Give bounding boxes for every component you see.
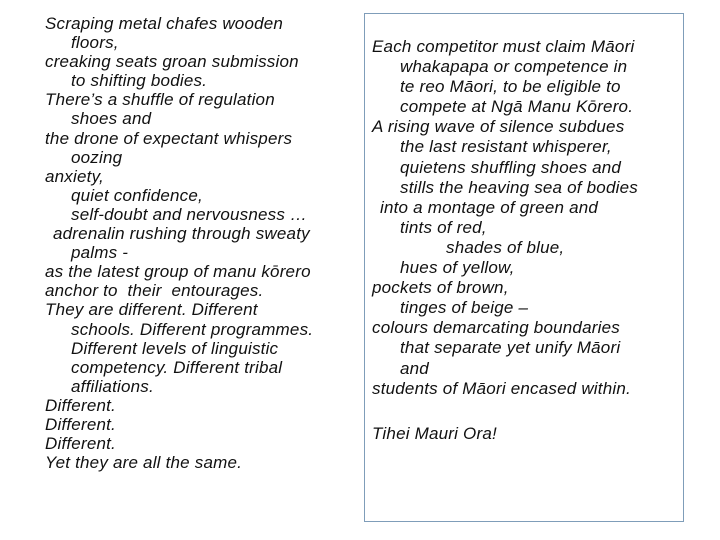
poem-line: students of Māori encased within. <box>372 378 631 398</box>
poem-line: Different levels of linguistic <box>71 338 279 358</box>
poem-line: floors, <box>71 33 119 53</box>
poem-line: te reo Māori, to be eligible to <box>400 77 621 97</box>
poem-line: Each competitor must claim Māori <box>372 37 635 56</box>
poem-line: hues of yellow, <box>400 258 515 278</box>
poem-line: that separate yet unify Māori <box>400 338 621 358</box>
poem-line: and <box>400 358 429 378</box>
poem-line: creaking seats groan submission <box>45 52 299 72</box>
poem-line: adrenalin rushing through sweaty <box>53 224 310 244</box>
poem-line: They are different. Different <box>45 300 258 320</box>
poem-line: quiet confidence, <box>71 185 203 205</box>
poem-line: competency. Different tribal <box>71 357 283 377</box>
poem-line: tints of red, <box>400 217 487 237</box>
poem-line: pockets of brown, <box>372 278 509 298</box>
poem-line: affiliations. <box>71 376 154 396</box>
poem-line: Scraping metal chafes wooden <box>45 14 284 33</box>
poem-line: the last resistant whisperer, <box>400 137 612 157</box>
poem-line: the drone of expectant whispers <box>45 128 293 148</box>
poem-line: There’s a shuffle of regulation <box>45 90 275 110</box>
poem-line: whakapapa or competence in <box>400 57 628 77</box>
poem-line: schools. Different programmes. <box>71 319 314 339</box>
poem-line: palms - <box>71 243 129 263</box>
poem-line: Yet they are all the same. <box>45 453 243 473</box>
poem-line: A rising wave of silence subdues <box>372 117 625 137</box>
left-poem-column <box>45 14 365 472</box>
poem-line: Different. <box>45 434 116 454</box>
poem-line: tinges of beige – <box>400 298 529 318</box>
poem-line: self-doubt and nervousness … <box>71 204 308 224</box>
poem-line: shades of blue, <box>446 237 565 257</box>
poem-line: Different. <box>45 414 116 434</box>
poem-line: anchor to their entourages. <box>45 281 264 301</box>
poem-line: into a montage of green and <box>380 197 599 217</box>
poem-closing-line: Tihei Mauri Ora! <box>372 423 497 443</box>
poem-line: to shifting bodies. <box>71 71 208 91</box>
right-poem-column <box>372 37 682 444</box>
poem-line: Different. <box>45 395 116 415</box>
poem-line: compete at Ngā Manu Kōrero. <box>400 97 634 117</box>
stanza-gap <box>372 399 682 424</box>
poem-line: anxiety, <box>45 166 104 186</box>
poem-line: shoes and <box>71 109 152 129</box>
poem-line: colours demarcating boundaries <box>372 318 620 338</box>
poem-line: oozing <box>71 147 123 167</box>
poem-line: as the latest group of manu kōrero <box>45 262 311 282</box>
poem-line: quietens shuffling shoes and <box>400 157 622 177</box>
poem-line: stills the heaving sea of bodies <box>400 177 638 197</box>
